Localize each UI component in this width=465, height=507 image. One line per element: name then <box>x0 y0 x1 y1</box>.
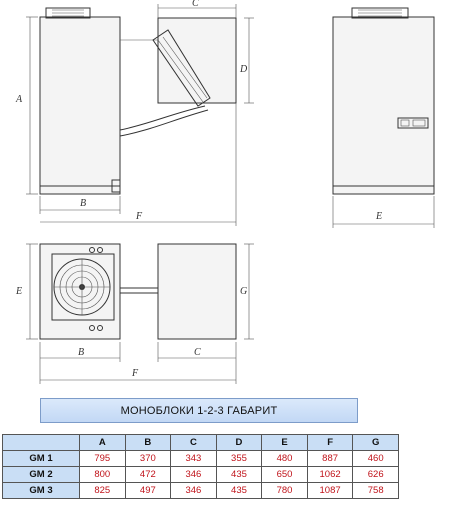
table-cell: 460 <box>353 451 399 467</box>
row-model-label: GM 1 <box>3 451 80 467</box>
dim-label-e-front: E <box>376 211 383 222</box>
side-view <box>15 0 254 226</box>
col-header-e: E <box>262 435 308 451</box>
col-header-d: D <box>216 435 262 451</box>
col-header-f: F <box>307 435 353 451</box>
table-cell: 1062 <box>307 467 353 483</box>
dim-label-c: C <box>192 0 199 9</box>
dim-label-e-top: E <box>16 286 23 297</box>
dim-label-f: F <box>136 211 143 222</box>
table-cell: 497 <box>125 483 171 499</box>
col-header-g: G <box>353 435 399 451</box>
table-cell: 758 <box>353 483 399 499</box>
dim-label-f-top: F <box>132 368 139 379</box>
table-row <box>3 467 399 483</box>
top-view <box>15 244 254 384</box>
unit-body-side <box>40 17 120 194</box>
table-cell: 370 <box>125 451 171 467</box>
table-cell: 480 <box>262 451 308 467</box>
table-header-row <box>3 435 399 451</box>
table-cell: 626 <box>353 467 399 483</box>
table-cell: 346 <box>171 467 217 483</box>
evaporator-housing <box>158 18 236 103</box>
title-banner <box>40 398 358 423</box>
dim-label-b-top: B <box>78 347 85 358</box>
table-cell: 795 <box>80 451 126 467</box>
table-cell: 1087 <box>307 483 353 499</box>
title-text: МОНОБЛОКИ 1-2-3 ГАБАРИТ <box>120 404 278 417</box>
table-cell: 472 <box>125 467 171 483</box>
dim-label-b: B <box>80 198 87 209</box>
table-cell: 343 <box>171 451 217 467</box>
dimensions-table <box>2 434 399 499</box>
table-row <box>3 451 399 467</box>
dim-label-d: D <box>240 64 248 75</box>
table-cell: 435 <box>216 467 262 483</box>
table-row <box>3 483 399 499</box>
table-cell: 435 <box>216 483 262 499</box>
dim-label-a: A <box>16 94 23 105</box>
row-model-label: GM 3 <box>3 483 80 499</box>
table-corner-cell <box>3 435 80 451</box>
dim-label-c-top: C <box>194 347 201 358</box>
table-cell: 800 <box>80 467 126 483</box>
table-cell: 346 <box>171 483 217 499</box>
col-header-b: B <box>125 435 171 451</box>
table-cell: 355 <box>216 451 262 467</box>
dim-label-g: G <box>240 286 248 297</box>
table-cell: 650 <box>262 467 308 483</box>
row-model-label: GM 2 <box>3 467 80 483</box>
col-header-a: A <box>80 435 126 451</box>
col-header-c: C <box>171 435 217 451</box>
table-cell: 780 <box>262 483 308 499</box>
table-cell: 825 <box>80 483 126 499</box>
table-cell: 887 <box>307 451 353 467</box>
evaporator-top <box>158 244 236 339</box>
unit-body-front <box>333 17 434 194</box>
refrigerant-pipe <box>120 106 205 130</box>
front-view <box>333 8 434 228</box>
